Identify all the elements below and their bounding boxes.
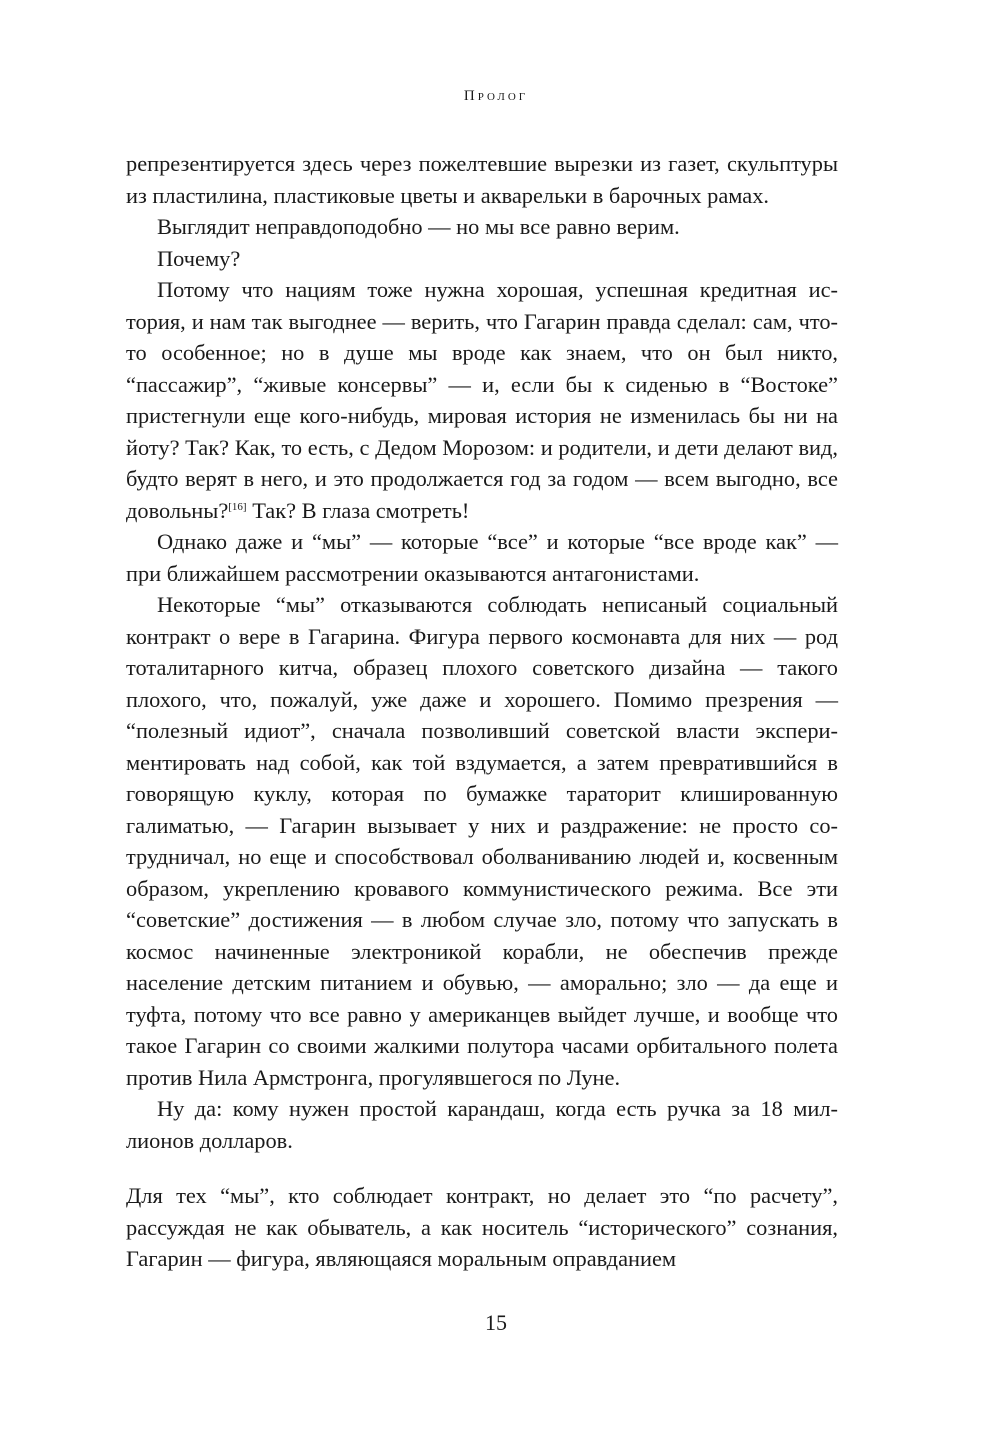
section-2-text [126, 1180, 838, 1275]
paragraph-4 [126, 274, 838, 526]
paragraph-5: Однако даже и “мы” — которые “все” и которые “все вроде как” — при ближайшем рассмотрении оказываются антагонистами. [126, 529, 838, 586]
paragraph-4-text: Потому что нациям тоже нужна хорошая, успешная кредитная история, и нам так выгоднее — верить, что Гагарин правда сделал: сам, что-то особенное; но в душе мы вроде как знаем, что он был никто, “пассажир”, “живые консервы” — и, если бы к сиденью в “Востоке” пристегнули еще кого-нибудь, мировая история не изменилась бы ни на йоту? Так? Как, то есть, с Дедом Морозом: и родители, и дети делают вид, будто верят в него, и это продолжается год за годом — всем выгодно, все довольны? [126, 277, 838, 523]
paragraph-4-after: Так? В глаза смотреть! [246, 497, 470, 523]
paragraph-6: Некоторые “мы” отказываются соблюдать неписаный социальный контракт о вере в Гагарина. Фигура первого космонавта для них — род тоталитарного китча, образец плохого советского дизайна — такого плохого, что, пожалуй, уже даже и хорошего. Помимо презрения — “полезный идиот”, сначала позволивший советской власти экспериментировать над собой, как той вздумается, а затем превратившийся в говорящую куклу, которая по бумажке тараторит клишированную галиматью, — Гагарин вызывает у них и раздражение: не просто сотрудничал, но еще и способствовал оболваниванию людей и, косвенным образом, укреплению кровавого коммунистического режима. Все эти “советские” достижения — в любом случае зло, потому что запускать в космос начиненные электроникой корабли, не обеспечив прежде население детским питанием и обувью, — аморально; зло — да еще и туфта, потому что все равно у американцев выйдет лучше, и вообще что такое Гагарин со своими жалкими полутора часами орбитального полета против Нила Армстронга, прогулявшегося по Луне. [126, 592, 838, 1090]
paragraph-3: Почему? [157, 245, 241, 271]
footnote-marker-16[interactable]: [16] [228, 500, 247, 513]
paragraph-7: Ну да: кому нужен простой карандаш, когда есть ручка за 18 миллионов долларов. [126, 1096, 838, 1153]
paragraph-2: Выглядит неправдоподобно — но мы все равно верим. [157, 214, 680, 239]
paragraph-1: репрезентируется здесь через пожелтевшие вырезки из газет, скульптуры из пластилина, пластиковые цветы и акварельки в барочных рамах. [126, 151, 838, 208]
section-2-paragraph: Для тех “мы”, кто соблюдает контракт, но делает это “по расчету”, рассуждая не как обыватель, а как носитель “исторического” сознания, Гагарин — фигура, являющаяся моральным оправданием [126, 1183, 838, 1271]
running-head: Пролог [463, 88, 529, 104]
main-text [126, 148, 838, 1156]
page-number: 15 [485, 1310, 507, 1335]
